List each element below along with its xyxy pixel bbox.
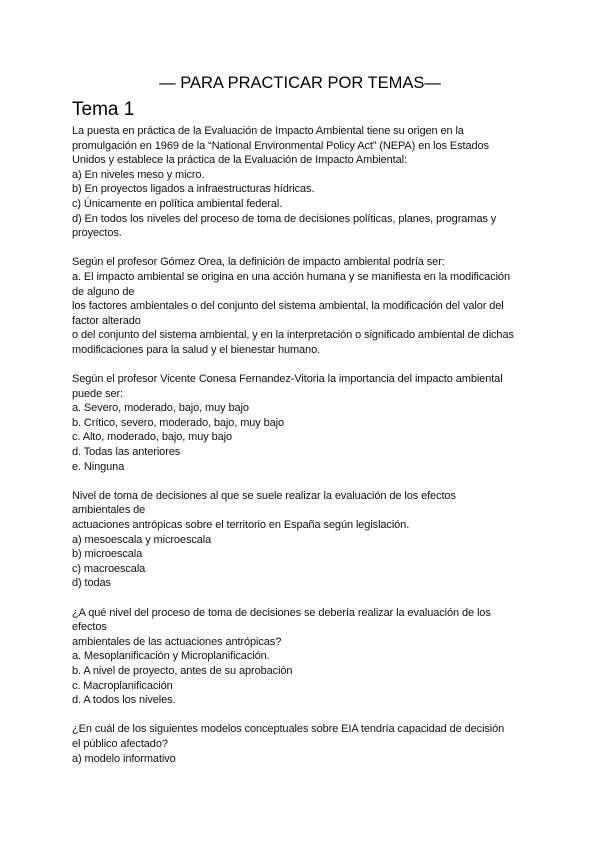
answer-option-continued: los factores ambientales o del conjunto del sistema ambiental, la modificación del valor del: [72, 300, 504, 313]
page-title: — PARA PRACTICAR POR TEMAS—: [159, 74, 441, 92]
answer-option: d) En todos los niveles del proceso de toma de decisiones políticas, planes, programas y: [72, 212, 497, 225]
question-stem-line: Según el profesor Vicente Conesa Fernandez-Vitoria la importancia del impacto ambiental: [72, 373, 503, 386]
answer-option: a) mesoescala y microescala: [72, 533, 212, 546]
answer-option: a. El impacto ambiental se origina en una acción humana y se manifiesta en la modificación: [72, 270, 510, 283]
question-block: [72, 372, 542, 474]
answer-option: b. A nivel de proyecto, antes de su aprobación: [72, 664, 293, 677]
question-stem-line: ¿En cuál de los siguientes modelos conceptuales sobre EIA tendría capacidad de decisión: [72, 723, 505, 736]
answer-option: a. Mesoplanificación y Microplanificación.: [72, 650, 270, 663]
paragraph-gap: [72, 358, 542, 373]
question-stem-line: Nivel de toma de decisiones al que se suele realizar la evaluación de los efectos: [72, 489, 456, 502]
question-stem-line: Unidos y establece la práctica de la Evaluación de Impacto Ambiental:: [72, 154, 407, 167]
paragraph-gap: [72, 708, 542, 723]
question-stem-line: La puesta en práctica de la Evaluación de Impacto Ambiental tiene su origen en la: [72, 125, 464, 137]
question-stem-line: puede ser:: [72, 387, 123, 400]
answer-option: a. Severo, moderado, bajo, muy bajo: [72, 402, 249, 415]
question-stem-line: actuaciones antrópicas sobre el territorio en España según legislación.: [72, 519, 410, 532]
answer-option: d) todas: [72, 577, 111, 590]
answer-option-continued: modificaciones para la salud y el bienestar humano.: [72, 343, 321, 356]
answer-option-continued: o del conjunto del sistema ambiental, y en la interpretación o significado ambiental de dichas: [72, 329, 514, 342]
question-stem-line: ambientales de: [72, 504, 146, 517]
question-stem-line: ¿A qué nivel del proceso de toma de decisiones se debería realizar la evaluación de los: [72, 606, 491, 619]
question-block: [72, 255, 542, 357]
answer-option: b. Crítico, severo, moderado, bajo, muy bajo: [72, 416, 285, 429]
answer-option-continued: de alguno de: [72, 285, 135, 298]
question-block: [72, 489, 542, 591]
section-title: Tema 1: [72, 99, 135, 120]
question-block: [72, 606, 542, 708]
answer-option: d. A todos los niveles.: [72, 694, 176, 707]
question-block: [72, 124, 542, 241]
question-stem-line: efectos: [72, 621, 107, 634]
answer-option: c) macroescala: [72, 562, 146, 575]
paragraph-gap: [72, 474, 542, 489]
answer-option: c. Macroplanificación: [72, 679, 173, 692]
answer-option: e. Ninguna: [72, 460, 125, 473]
answer-option: c. Alto, moderado, bajo, muy bajo: [72, 431, 232, 444]
question-stem-line: Según el profesor Gómez Orea, la definición de impacto ambiental podría ser:: [72, 256, 445, 269]
answer-option: b) En proyectos ligados a infraestructuras hídricas.: [72, 183, 315, 196]
answer-option: a) En niveles meso y micro.: [72, 168, 205, 181]
answer-option-continued: factor alterado: [72, 314, 141, 327]
answer-option-continued: proyectos.: [72, 227, 122, 240]
question-stem-line: ambientales de las actuaciones antrópicas?: [72, 635, 282, 648]
paragraph-gap: [72, 241, 542, 256]
answer-option: b) microescala: [72, 548, 143, 561]
question-stem-line: el público afectado?: [72, 737, 168, 750]
paragraph-gap: [72, 591, 542, 606]
answer-option: c) Únicamente en política ambiental federal.: [72, 197, 283, 210]
question-list: [72, 124, 542, 766]
answer-option: a) modelo informativo: [72, 752, 176, 765]
question-stem-line: promulgación en 1969 de la “National Environmental Policy Act” (NEPA) en los Estados: [72, 139, 489, 152]
answer-option: d. Todas las anteriores: [72, 446, 181, 459]
question-block: [72, 722, 542, 766]
